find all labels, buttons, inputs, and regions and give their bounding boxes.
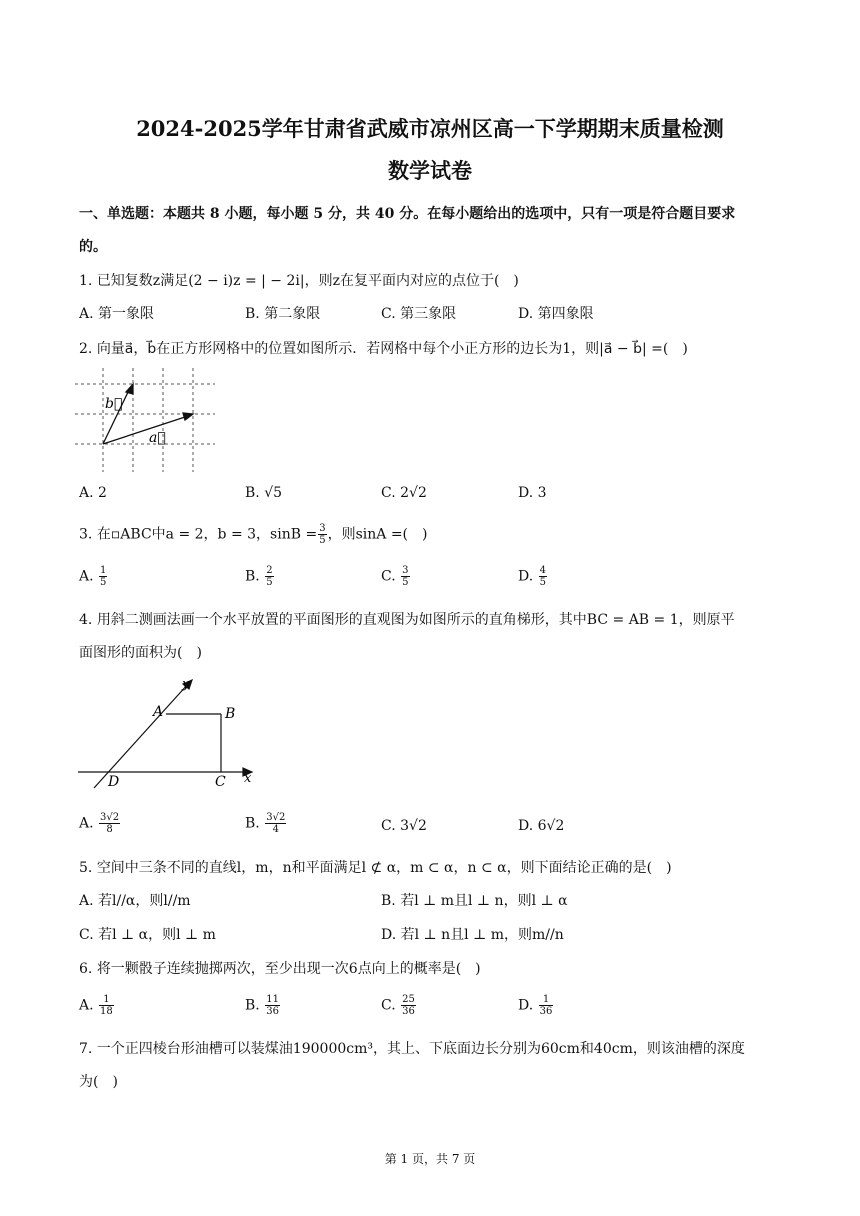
q5-option-a: A. 若l//α，则l//m (79, 893, 191, 909)
q6-option-c: C. $\frac{25}{36}$ (381, 994, 415, 1017)
label-d: D (108, 774, 120, 790)
q3-option-d: D. $\frac{4}{5}$ (518, 565, 547, 588)
q3-option-a: A. $\frac{1}{5}$ (79, 565, 107, 588)
q4-option-b: B. $\frac{3√2}{4}$ (245, 812, 286, 835)
question-number: 2. (79, 341, 93, 357)
question-number: 1. (79, 273, 93, 289)
question-number: 5. (79, 860, 93, 876)
q1-option-d: D. 第四象限 (518, 306, 594, 322)
q2-option-d: D. 3 (518, 485, 547, 501)
q4-option-d: D. 6√2 (518, 818, 565, 834)
question-stem: 在▫ABC中a = 2，b = 3，sinB = (96, 526, 318, 543)
label-a: A (153, 704, 164, 720)
question-stem: 已知复数z满足(2 − i)z = | − 2i|，则z在复平面内对应的点位于( ) (96, 273, 519, 289)
label-b: B (225, 706, 236, 722)
question-5 (79, 857, 672, 877)
q6-option-b: B. $\frac{11}{36}$ (245, 994, 279, 1017)
q1-option-a: A. 第一象限 (79, 306, 155, 322)
document-subtitle: 数学试卷 (388, 158, 472, 183)
q5-option-b: B. 若l ⊥ m且l ⊥ n，则l ⊥ α (381, 893, 568, 909)
q1-option-c: C. 第三象限 (381, 306, 457, 322)
q5-option-d: D. 若l ⊥ n且l ⊥ m，则m//n (381, 927, 564, 943)
question-stem: 一个正四棱台形油槽可以装煤油190000cm³，其上、下底面边长分别为60cm和40cm，则该油槽的深度 (96, 1041, 745, 1057)
question-number: 7. (79, 1041, 93, 1057)
question-stem: 将一颗骰子连续抛掷两次，至少出现一次6点向上的概率是( ) (96, 961, 481, 977)
q4-option-a: A. $\frac{3√2}{8}$ (79, 812, 120, 835)
vector-b-label: b⃗ (105, 396, 123, 412)
label-y: y (182, 677, 190, 692)
question-number: 4. (79, 612, 93, 628)
label-x: x (244, 771, 252, 786)
question-3 (79, 523, 427, 546)
question-1 (79, 270, 519, 290)
trapezoid-figure (76, 674, 258, 794)
question-4-continued: 面图形的面积为( ) (79, 645, 202, 661)
vector-a-label: a⃗ (149, 430, 166, 446)
vector-grid-figure (75, 368, 217, 473)
q3-option-c: C. $\frac{3}{5}$ (381, 565, 409, 588)
q6-option-d: D. $\frac{1}{36}$ (518, 994, 553, 1017)
question-number: 6. (79, 961, 93, 977)
q4-option-c: C. 3√2 (381, 818, 427, 834)
q5-option-c: C. 若l ⊥ α，则l ⊥ m (79, 927, 216, 943)
question-stem: 向量a⃗，b⃗在正方形网格中的位置如图所示．若网格中每个小正方形的边长为1，则|a⃗ − b⃗| =( ) (96, 341, 688, 357)
label-c: C (215, 774, 226, 790)
q2-option-a: A. 2 (79, 485, 107, 501)
page-footer: 第 1 页，共 7 页 (384, 1152, 476, 1166)
question-6 (79, 958, 481, 978)
question-stem: 空间中三条不同的直线l，m，n和平面满足l ⊄ α，m ⊂ α，n ⊂ α，则下面结论正确的是( ) (96, 860, 672, 876)
q1-option-b: B. 第二象限 (245, 306, 321, 322)
section-header-line1: 一、单选题：本题共 8 小题，每小题 5 分，共 40 分。在每小题给出的选项中，只有一项是符合题目要求 (79, 206, 736, 222)
q2-option-b: B. √5 (245, 485, 283, 501)
q3-option-b: B. $\frac{2}{5}$ (245, 565, 273, 588)
q2-option-c: C. 2√2 (381, 485, 427, 501)
question-7 (79, 1038, 745, 1058)
question-7-continued: 为( ) (79, 1074, 118, 1090)
q6-option-a: A. $\frac{1}{18}$ (79, 994, 113, 1017)
question-4 (79, 609, 735, 629)
question-stem-end: ，则sinA =( ) (327, 526, 428, 543)
question-number: 3. (79, 526, 93, 543)
question-2 (79, 338, 688, 358)
question-stem: 用斜二测画法画一个水平放置的平面图形的直观图为如图所示的直角梯形，其中BC = AB = 1，则原平 (96, 612, 735, 628)
fraction: $\frac{3}{5}$ (319, 523, 326, 546)
document-title: 2024-2025学年甘肃省武威市凉州区高一下学期期末质量检测 (136, 116, 724, 141)
section-header-line2: 的。 (79, 239, 107, 255)
